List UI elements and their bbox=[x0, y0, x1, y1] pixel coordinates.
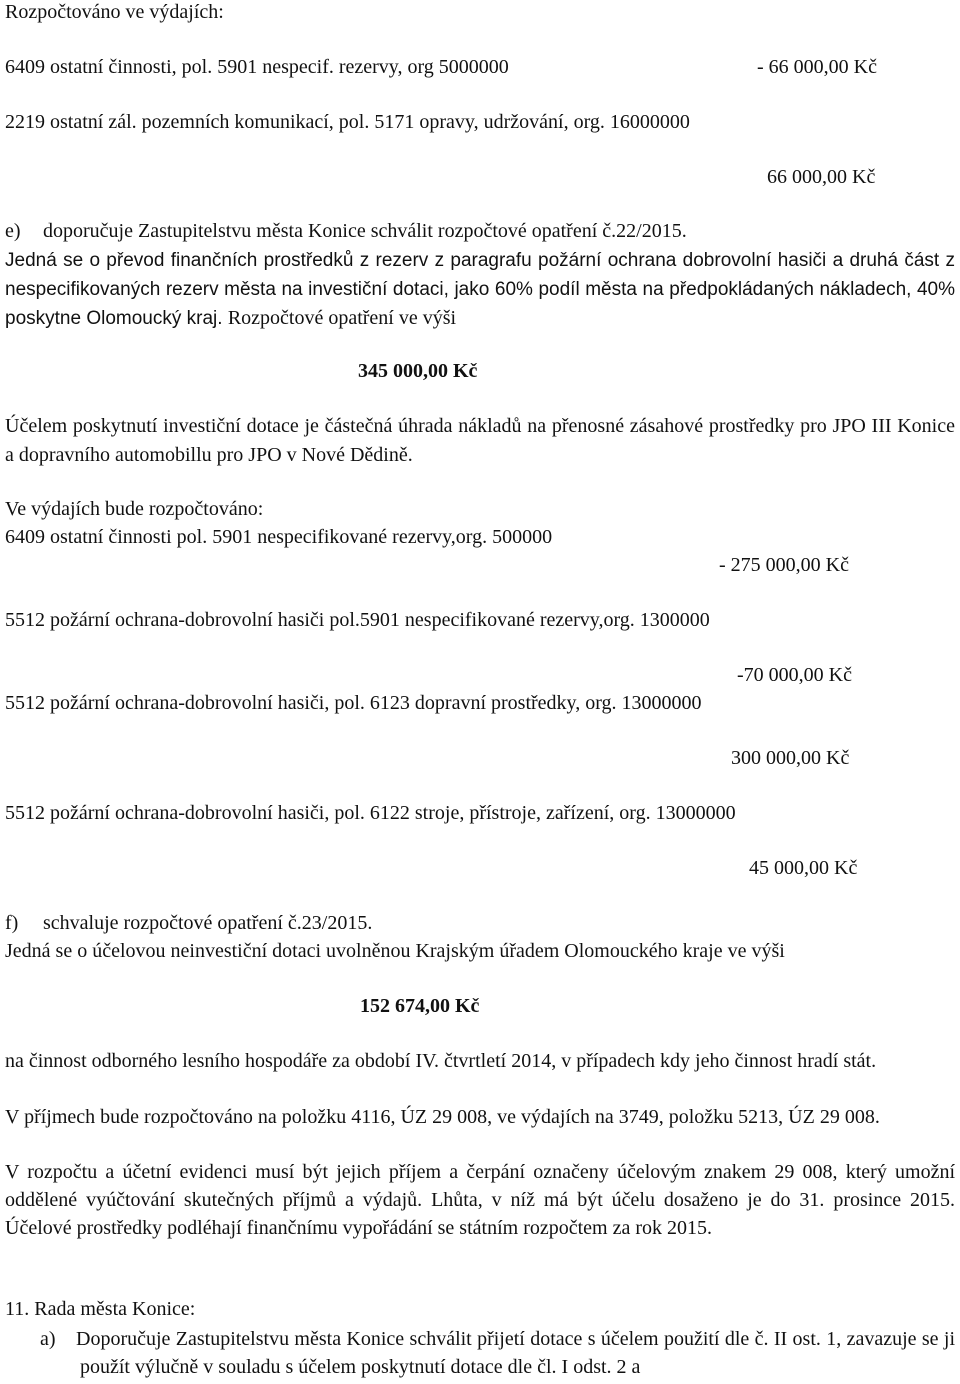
budget-line-text: 6409 ostatní činnosti, pol. 5901 nespecif. rezervy, org 5000000 bbox=[5, 56, 509, 78]
item-e-description bbox=[5, 246, 955, 333]
budget-line-amount: -70 000,00 Kč bbox=[737, 664, 852, 686]
item-label: e) bbox=[5, 220, 21, 242]
item-text: schvaluje rozpočtové opatření č.23/2015. bbox=[43, 912, 373, 934]
activity-text: na činnost odborného lesního hospodáře za období IV. čtvrtletí 2014, v případech kdy jeho činnost hradí stát. bbox=[5, 1050, 877, 1072]
description-text: Jedná se o převod finančních prostředků z rezerv z paragrafu požární ochrana dobrovolní hasiči a druhá část z nespecifikovaných rezerv města na investiční dotaci, jako 60% podíl města na předpokládaných nákladech, 40% poskytne Olomoucký kraj. bbox=[5, 250, 955, 329]
budget-line-amount: - 275 000,00 Kč bbox=[719, 554, 849, 576]
accounting-text: V rozpočtu a účetní evidenci musí být jejich příjem a čerpání označeny účelovým znakem 29 008, který umožní oddělené vyúčtování skutečných příjmů a výdajů. Lhůta, v níž má být účelu dosaženo je do 31. prosince 2015. Účelové prostředky podléhají finančnímu vypořádání se státním rozpočtem za rok 2015. bbox=[5, 1161, 955, 1239]
purpose-text: Účelem poskytnutí investiční dotace je částečná úhrada nákladů na přenosné zásahové prostředky pro JPO III Konice a dopravního automobillu pro JPO v Nové Dědině. bbox=[5, 415, 955, 466]
budget-line-amount: 300 000,00 Kč bbox=[731, 747, 850, 769]
budget-line-text: 5512 požární ochrana-dobrovolní hasiči, pol. 6122 stroje, přístroje, zařízení, org. 13000000 bbox=[5, 802, 736, 824]
item-label: f) bbox=[5, 912, 19, 934]
item-text: Doporučuje Zastupitelstvu města Konice schválit přijetí dotace s účelem použití dle č. II ost. 1, zavazuje se ji použít výlučně v souladu s účelem poskytnutí dotace dle čl. I odst. 2 a bbox=[76, 1328, 955, 1378]
total-amount: 152 674,00 Kč bbox=[360, 995, 480, 1017]
sub-heading: Ve výdajích bude rozpočtováno: bbox=[5, 498, 264, 520]
budget-line-amount: - 66 000,00 Kč bbox=[757, 56, 877, 78]
budget-line-text: 6409 ostatní činnosti pol. 5901 nespecifikované rezervy,org. 500000 bbox=[5, 526, 553, 548]
section-item-a bbox=[40, 1325, 955, 1381]
section-heading: Rozpočtováno ve výdajích: bbox=[5, 1, 224, 23]
budget-line-amount: 66 000,00 Kč bbox=[767, 166, 876, 188]
item-text: doporučuje Zastupitelstvu města Konice schválit rozpočtové opatření č.22/2015. bbox=[43, 220, 687, 242]
budget-line-amount: 45 000,00 Kč bbox=[749, 857, 858, 879]
budget-line-text: 5512 požární ochrana-dobrovolní hasiči pol.5901 nespecifikované rezervy,org. 1300000 bbox=[5, 609, 710, 631]
item-label: a) bbox=[40, 1328, 56, 1350]
item-e bbox=[5, 219, 687, 243]
budget-line-text: 2219 ostatní zál. pozemních komunikací, pol. 5171 opravy, udržování, org. 16000000 bbox=[5, 111, 690, 133]
description-tail: Rozpočtové opatření ve výši bbox=[227, 307, 457, 329]
income-text: V příjmech bude rozpočtováno na položku 4116, ÚZ 29 008, ve výdajích na 3749, položku 5213, ÚZ 29 008. bbox=[5, 1106, 880, 1128]
item-f bbox=[5, 911, 372, 935]
budget-line-text: 5512 požární ochrana-dobrovolní hasiči, pol. 6123 dopravní prostředky, org. 13000000 bbox=[5, 692, 702, 714]
section-title: 11. Rada města Konice: bbox=[5, 1298, 196, 1320]
total-amount: 345 000,00 Kč bbox=[358, 360, 478, 382]
item-f-description: Jedná se o účelovou neinvestiční dotaci uvolněnou Krajským úřadem Olomouckého kraje ve výši bbox=[5, 940, 785, 962]
